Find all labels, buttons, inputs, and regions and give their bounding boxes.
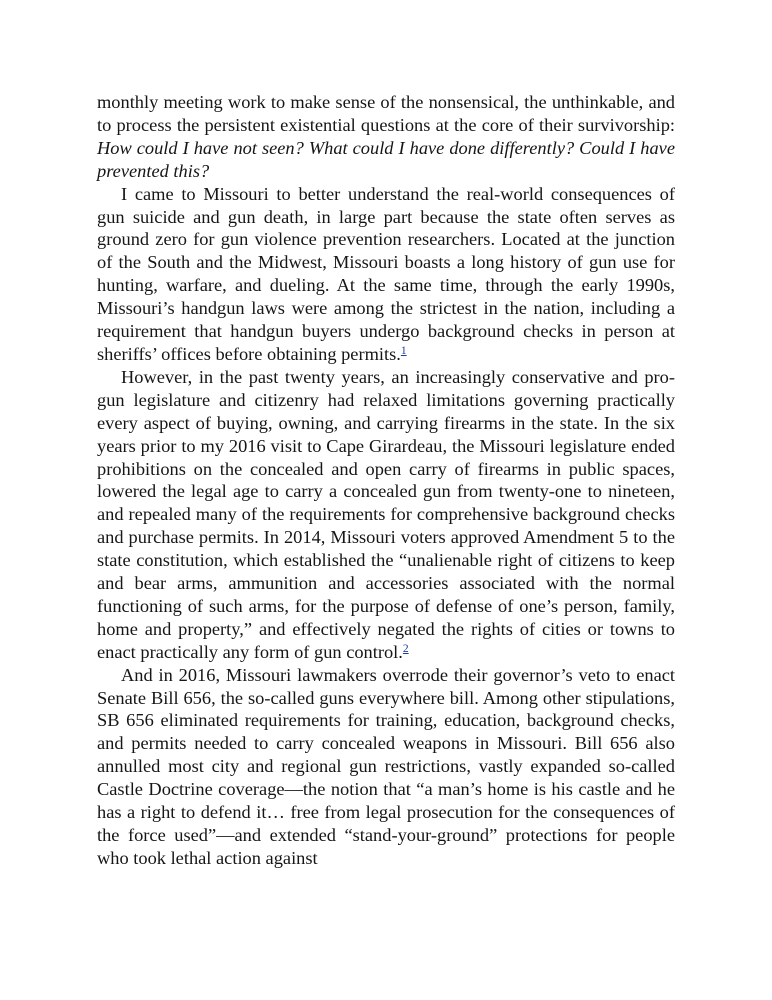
italic-questions: How could I have not seen? What could I have done differently? Could I have prevented this? bbox=[97, 137, 675, 181]
paragraph-continuation bbox=[97, 91, 675, 183]
paragraph-legislative-changes bbox=[97, 366, 675, 664]
paragraph-text: And in 2016, Missouri lawmakers overrode their governor’s veto to enact Senate Bill 656, the so-called guns everywhere bill. Among other stipulations, SB 656 eliminated requirements for training, education, background checks, and permits needed to carry concealed weapons in Missouri. Bill 656 also annulled most city and regional gun restrictions, vastly expanded so-called Castle Doctrine coverage—the notion that “a man’s home is his castle and he has a right to defend it… free from legal prosecution for the consequences of the force used”—and extended “stand-your-ground” protections for people who took lethal action against bbox=[97, 664, 675, 868]
paragraph-text: I came to Missouri to better understand the real-world consequences of gun suicide and gun death, in large part because the state often serves as ground zero for gun violence prevention researchers. Located at the junction of the South and the Midwest, Missouri boasts a long history of gun use for hunting, warfare, and dueling. At the same time, through the early 1990s, Missouri’s handgun laws were among the strictest in the nation, including a requirement that handgun buyers undergo background checks in person at sheriffs’ offices before obtaining permits. bbox=[97, 183, 675, 364]
paragraph-senate-bill-656 bbox=[97, 664, 675, 870]
document-page bbox=[97, 91, 675, 870]
footnote-link-2[interactable]: 2 bbox=[402, 642, 409, 655]
footnote-link-1[interactable]: 1 bbox=[400, 344, 407, 357]
paragraph-text: monthly meeting work to make sense of the nonsensical, the unthinkable, and to process the persistent existential questions at the core of their survivorship: bbox=[97, 92, 675, 135]
paragraph-missouri-context bbox=[97, 183, 675, 366]
paragraph-text: However, in the past twenty years, an increasingly conservative and pro-gun legislature and citizenry had relaxed limitations governing practically every aspect of buying, owning, and carrying firearms in the state. In the six years prior to my 2016 visit to Cape Girardeau, the Missouri legislature ended prohibitions on the concealed and open carry of firearms in public spaces, lowered the legal age to carry a concealed gun from twenty-one to nineteen, and repealed many of the requirements for comprehensive background checks and purchase permits. In 2014, Missouri voters approved Amendment 5 to the state constitution, which established the “unalienable right of citizens to keep and bear arms, ammunition and accessories associated with the normal functioning of such arms, for the purpose of defense of one’s person, family, home and property,” and effectively negated the rights of cities or towns to enact practically any form of gun control. bbox=[97, 366, 675, 662]
